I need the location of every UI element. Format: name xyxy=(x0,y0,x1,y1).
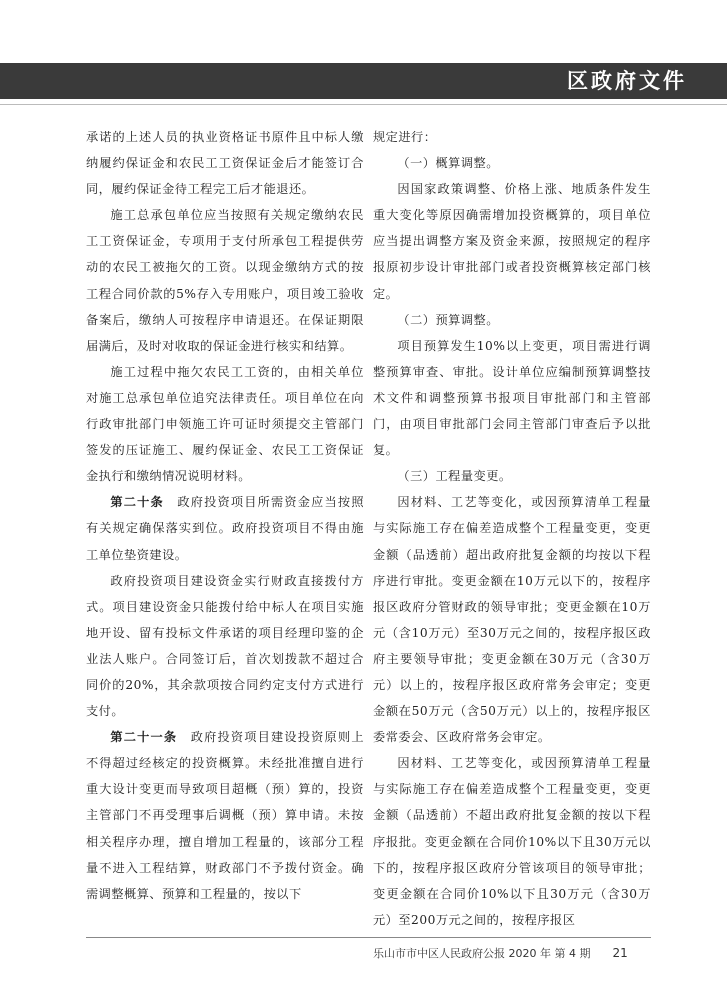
article-21 xyxy=(86,724,364,907)
right-paragraph-2: 因国家政策调整、价格上涨、地质条件发生重大变化等原因确需增加投资概算的，项目单位应当提出调整方案及资金来源，按照规定的程序报原初步设计审批部门或者投资概算核定部门核定。 xyxy=(373,182,651,301)
footer-divider xyxy=(86,937,651,938)
header-divider xyxy=(0,104,727,105)
article-20-label: 第二十条 xyxy=(110,495,164,510)
footer xyxy=(373,945,628,961)
subheading-quantity-change: （三）工程量变更。 xyxy=(397,469,512,484)
publication-name: 乐山市市中区人民政府公报 2020 年 第 4 期 xyxy=(373,947,591,960)
section-title: 区政府文件 xyxy=(567,69,687,93)
left-paragraph-5: 政府投资项目建设资金实行财政直接拨付方式。项目建设资金只能拨付给中标人在项目实施地开设、留有投标文件承诺的项目经理印鉴的企业法人账户。合同签订后，首次划拨款不超过合同价的20%，其余款项按合同约定支付方式进行支付。 xyxy=(86,573,364,719)
left-paragraph-2: 施工总承包单位应当按照有关规定缴纳农民工工资保证金，专项用于支付所承包工程提供劳动的农民工被拖欠的工资。以现金缴纳方式的按工程合同价款的5%存入专用账户，项目竣工验收备案后，缴纳人可按程序申请退还。在保证期限届满后，及时对收取的保证金进行核实和结算。 xyxy=(86,208,364,353)
article-21-text: 政府投资项目建设投资原则上不得超过经核定的投资概算。未经批准擅自进行重大设计变更而导致项目超概（预）算的，投资主管部门不再受理事后调概（预）算申请。未按相关程序办理，擅自增加工程量的，该部分工程量不进入工程结算，财政部门不予拨付资金。确需调整概算、预算和工程量的，按以下 xyxy=(86,730,365,901)
left-paragraph-1: 承诺的上述人员的执业资格证书原件且中标人缴纳履约保证金和农民工工资保证金后才能签订合同，履约保证金待工程完工后才能退还。 xyxy=(86,130,364,197)
subheading-budget-estimate: （一）概算调整。 xyxy=(397,156,499,171)
right-paragraph-3: 项目预算发生10%以上变更，项目需进行调整预算审查、审批。设计单位应编制预算调整技术文件和调整预算书报项目审批部门和主管部门，由项目审批部门会同主管部门审查后予以批复。 xyxy=(373,338,651,458)
left-column xyxy=(86,124,364,907)
article-20-text: 政府投资项目所需资金应当按照有关规定确保落实到位。政府投资项目不得由施工单位垫资建设。 xyxy=(86,495,365,562)
right-column xyxy=(373,124,651,933)
right-paragraph-1: 规定进行： xyxy=(373,130,437,144)
article-20 xyxy=(86,489,364,567)
right-paragraph-4: 因材料、工艺等变化，或因预算清单工程量与实际施工存在偏差造成整个工程量变更，变更金额（品透前）超出政府批复金额的均按以下程序进行审批。变更金额在10万元以下的，按程序报区政府分管财政的领导审批；变更金额在10万元（含10万元）至30万元之间的，按程序报区政府主要领导审批；变更金额在30万元（含30万元）以上的，按程序报区政府常务会审定；变更金额在50万元（含50万元）以上的，按程序报区委常委会、区政府常务会审定。 xyxy=(373,495,651,745)
right-paragraph-5: 因材料、工艺等变化，或因预算清单工程量与实际施工存在偏差造成整个工程量变更，变更金额（品透前）不超出政府批复金额的按以下程序报批。变更金额在合同价10%以下且30万元以下的，按程序报区政府分管该项目的领导审批；变更金额在合同价10%以下且30万元（含30万元）至200万元之间的，按程序报区 xyxy=(373,756,651,927)
subheading-budget-adjust: （二）预算调整。 xyxy=(397,312,499,327)
article-21-label: 第二十一条 xyxy=(110,730,178,745)
page-number: 21 xyxy=(612,946,628,960)
left-paragraph-3: 施工过程中拖欠农民工工资的，由相关单位对施工总承包单位追究法律责任。项目单位在向行政审批部门申领施工许可证时须提交主管部门签发的压证施工、履约保证金、农民工工资保证金执行和缴纳情况说明材料。 xyxy=(86,364,364,484)
